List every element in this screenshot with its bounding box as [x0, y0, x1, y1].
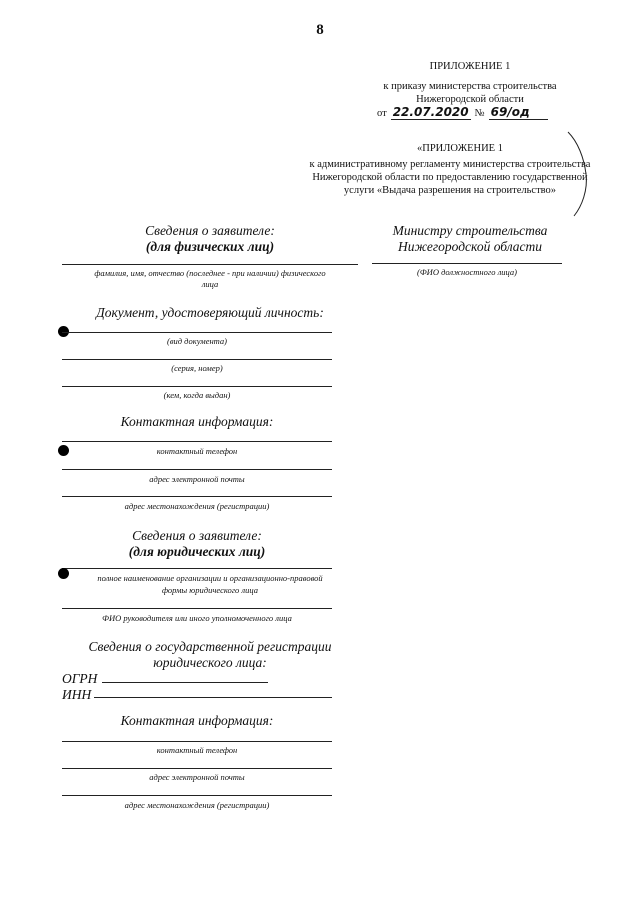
appendix-line1: к административному регламенту министерства строительства — [309, 159, 591, 170]
doc-issued-caption: (кем, когда выдан) — [163, 390, 231, 400]
legal-head-line — [62, 608, 332, 609]
page-number: 8 — [316, 22, 324, 38]
approval-line1: к приказу министерства строительства — [383, 81, 557, 92]
approval-number-line — [377, 103, 548, 121]
individual-address-line — [62, 496, 332, 497]
approval-title: ПРИЛОЖЕНИЕ 1 — [429, 61, 511, 72]
legal-contact-heading: Контактная информация: — [120, 713, 274, 728]
individual-contact-heading: Контактная информация: — [120, 414, 274, 429]
approval-from-label: от — [377, 108, 387, 119]
appendix-line2: Нижегородской области по предоставлению государственной — [312, 172, 588, 183]
legal-email-caption: адрес электронной почты — [149, 772, 245, 782]
legal-name-line — [62, 568, 332, 569]
legal-heading: Сведения о заявителе: — [132, 528, 262, 543]
doc-series-line — [62, 359, 332, 360]
addressee-line1: Министру строительства — [392, 223, 548, 238]
legal-subheading: (для юридических лиц) — [128, 544, 266, 559]
doc-type-line — [62, 332, 332, 333]
individual-fio-caption-1: фамилия, имя, отчество (последнее - при наличии) физического — [94, 268, 326, 278]
addressee-fio-line — [372, 263, 562, 264]
individual-fio-caption-2: лица — [201, 279, 219, 289]
approval-line2: Нижегородской области — [416, 94, 524, 105]
legal-name-caption-1: полное наименование организации и организационно-правовой — [97, 573, 323, 583]
approval-number-handwritten: 69/од — [489, 105, 548, 120]
legal-phone-line — [62, 741, 332, 742]
individual-fio-line — [62, 264, 358, 265]
appendix-line3: услуги «Выдача разрешения на строительство» — [343, 185, 557, 196]
individual-email-caption: адрес электронной почты — [149, 474, 245, 484]
individual-phone-caption: контактный телефон — [156, 446, 238, 456]
individual-subheading: (для физических лиц) — [145, 239, 275, 254]
addressee-caption: (ФИО должностного лица) — [417, 267, 517, 277]
legal-head-caption: ФИО руководителя или иного уполномоченного лица — [102, 613, 292, 623]
legal-name-caption-2: формы юридического лица — [162, 585, 258, 595]
inn-label: ИНН — [62, 687, 92, 702]
bracket-mark — [560, 128, 600, 220]
individual-address-caption: адрес местонахождения (регистрации) — [124, 501, 270, 511]
reg-heading-2: юридического лица: — [153, 655, 267, 670]
individual-email-line — [62, 469, 332, 470]
doc-series-caption: (серия, номер) — [171, 363, 223, 373]
legal-email-line — [62, 768, 332, 769]
doc-type-caption: (вид документа) — [166, 336, 228, 346]
doc-issued-line — [62, 386, 332, 387]
individual-heading: Сведения о заявителе: — [145, 223, 275, 238]
approval-num-label: № — [474, 108, 485, 119]
addressee-line2: Нижегородской области — [397, 239, 543, 254]
ogrn-line — [102, 682, 268, 683]
approval-date-handwritten: 22.07.2020 — [392, 105, 469, 119]
legal-address-caption: адрес местонахождения (регистрации) — [124, 800, 270, 810]
reg-heading-1: Сведения о государственной регистрации — [88, 639, 332, 654]
legal-address-line — [62, 795, 332, 796]
ogrn-label: ОГРН — [62, 671, 98, 686]
legal-phone-caption: контактный телефон — [156, 745, 238, 755]
individual-phone-line — [62, 441, 332, 442]
doc-heading: Документ, удостоверяющий личность: — [96, 305, 324, 320]
inn-line — [94, 697, 332, 698]
appendix-title: «ПРИЛОЖЕНИЕ 1 — [417, 143, 503, 154]
